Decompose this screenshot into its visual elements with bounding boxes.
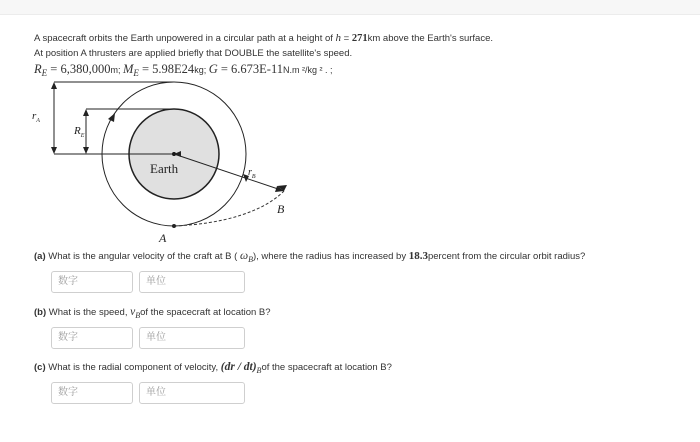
earth-mass-subscript: E [133, 68, 139, 79]
ra-arrowhead-up [51, 82, 57, 89]
angular-velocity-subscript: B [248, 254, 253, 264]
problem-line-2: At position A thrusters are applied briefly that DOUBLE the satellite's speed. [34, 48, 353, 59]
question-text: What is the radial component of velocity, [45, 362, 221, 373]
top-bar [0, 0, 700, 15]
ra-label: $r_A$ [32, 110, 40, 124]
problem-text: A spacecraft orbits the Earth unpowered in a circular path at a height of [34, 33, 336, 44]
earth-radius-unit: m; [110, 65, 123, 75]
earth-radius-symbol: R [34, 62, 42, 76]
question-text: of the spacecraft at location B? [261, 362, 392, 373]
question-b [34, 306, 271, 320]
question-text: percent from the circular orbit radius? [427, 251, 586, 262]
percent-value: 18.3 [408, 250, 428, 262]
ra-arrowhead-down [51, 147, 57, 154]
question-label: (b) [34, 307, 47, 318]
earth-label: Earth [150, 161, 179, 176]
point-a-label: A [159, 231, 167, 245]
re-label: $R_E$ [74, 125, 85, 139]
question-text: What is the angular velocity of the craft at B ( [45, 251, 240, 262]
question-c [34, 361, 392, 375]
earth-radius-value: = 6,380,000 [47, 62, 111, 76]
gravitational-constant-value: = 6.673E-11 [217, 62, 283, 76]
height-symbol: h [335, 32, 342, 44]
orbit-direction-arrow [108, 113, 115, 122]
question-text: ), where the radius has increased by [252, 251, 409, 262]
re-arrowhead-down [83, 147, 89, 154]
earth-mass-value: = 5.98E24 [138, 62, 195, 76]
radial-velocity-symbol: (dr / dt) [220, 361, 257, 373]
point-a-dot [172, 224, 176, 228]
answer-a-unit-input[interactable]: 单位 [139, 271, 245, 293]
problem-line-1 [34, 30, 674, 46]
answer-a-number-input[interactable]: 数字 [51, 271, 133, 293]
gravitational-constant-unit: N.m ²/kg ² . ; [283, 65, 333, 75]
question-text: What is the speed, [46, 307, 131, 318]
speed-subscript: B [135, 310, 141, 320]
earth-radius-subscript: E [41, 68, 48, 79]
speed-symbol: v [130, 306, 136, 318]
answer-b-number-input[interactable]: 数字 [51, 327, 133, 349]
earth-mass-unit: kg; [194, 65, 209, 75]
answer-c-number-input[interactable]: 数字 [51, 382, 133, 404]
gravitational-constant-symbol: G [208, 62, 218, 76]
question-label: (a) [34, 251, 46, 262]
earth-mass-symbol: M [122, 62, 134, 76]
rb-label: $r_B$ [248, 167, 256, 180]
problem-statement [34, 30, 674, 62]
point-b-label: B [277, 202, 285, 216]
question-text: of the spacecraft at location B? [140, 307, 271, 318]
orbit-diagram [28, 72, 308, 247]
radial-velocity-subscript: B [256, 365, 262, 375]
equals-sign: = [341, 33, 352, 44]
re-arrowhead-up [83, 109, 89, 116]
question-a [34, 250, 585, 264]
answer-b-unit-input[interactable]: 单位 [139, 327, 245, 349]
height-value: 271 [351, 33, 368, 44]
angular-velocity-symbol: ω [239, 250, 249, 262]
answer-c-unit-input[interactable]: 单位 [139, 382, 245, 404]
question-label: (c) [34, 362, 46, 373]
problem-text: km above the Earth's surface. [367, 33, 493, 44]
